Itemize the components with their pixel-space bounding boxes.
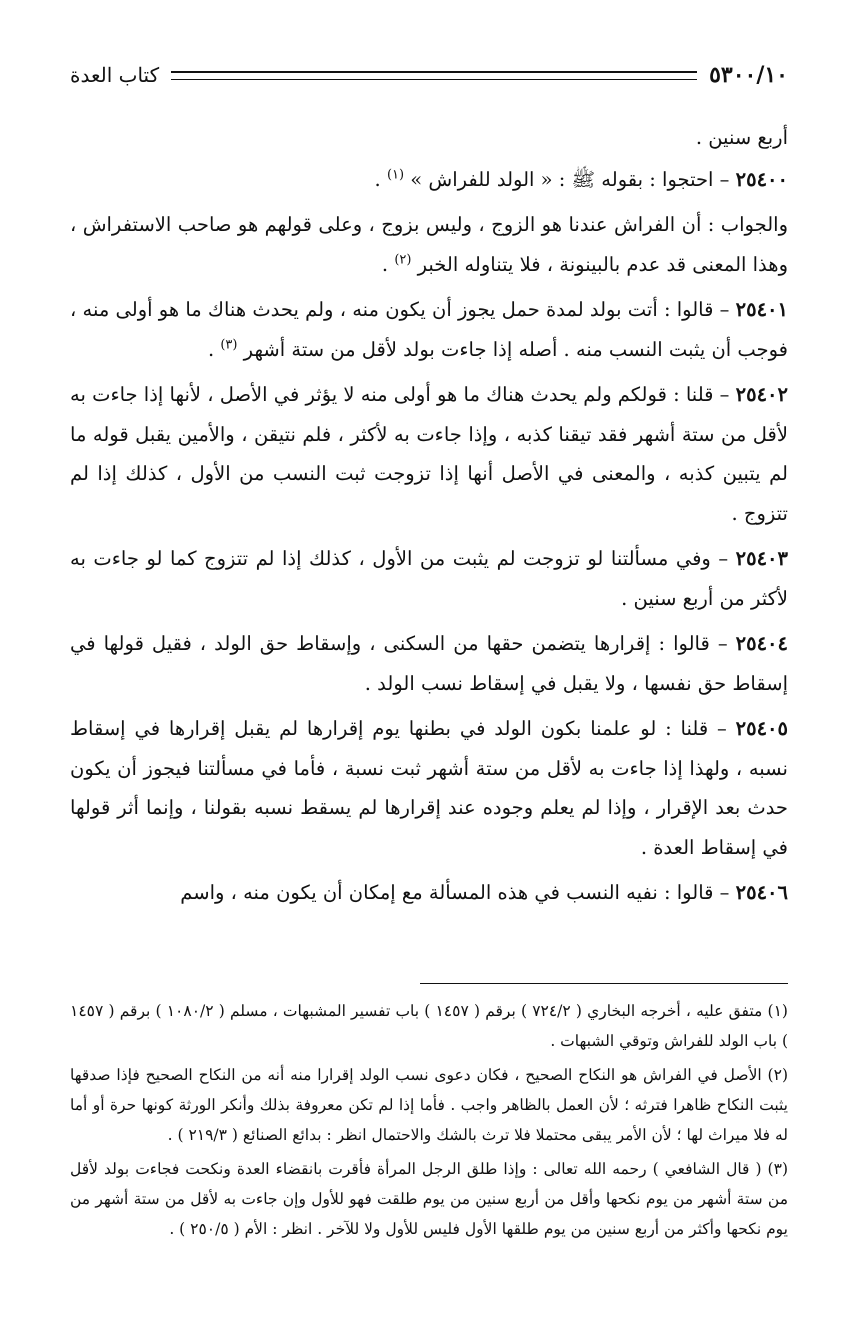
paragraph-text: أربع سنين . — [695, 126, 788, 149]
paragraph-text: – قلنا : لو علمنا بكون الولد في بطنها يوم إقرارها لم يقبل إقرارها في إسقاط نسبه ، ولهذا إذا جاءت به لأقل من ستة أشهر ثبت نسبة ، فأما في مسألتنا فيجوز أن يكون حدث بعد الإقرار ، وإذا لم يعلم وجوده عند إقرارها لم يسقط نسبه بقولنا ، وإنما أثر قولها في إسقاط العدة . — [70, 717, 788, 859]
paragraph-text: – قالوا : إقرارها يتضمن حقها من السكنى ، وإسقاط حق الولد ، فقيل قولها في إسقاط حق نفسها ، ولا يقبل في إسقاط نسب الولد . — [70, 632, 788, 695]
page-header — [70, 58, 788, 92]
footnote-ref: (٢) — [394, 252, 412, 267]
paragraph — [70, 205, 788, 284]
main-text — [70, 118, 788, 919]
paragraph — [70, 873, 788, 913]
footnotes — [70, 996, 788, 1248]
header-rule — [171, 71, 697, 80]
paragraph-text: – قالوا : نفيه النسب في هذه المسألة مع إمكان أن يكون منه ، واسم — [180, 881, 736, 904]
paragraph-end: . — [374, 167, 387, 191]
paragraph — [70, 624, 788, 703]
paragraph-number: ٢٥٤٠٦ — [735, 881, 788, 904]
footnote: (٢) الأصل في الفراش هو النكاح الصحيح ، فكان دعوى نسب الولد إقرارا منه أنه من النكاح الصحيح فإذا صدقها يثبت النكاح ظاهرا فترثه ؛ لأن العمل بالظاهر واجب . فأما إذا لم تكن معروفة بذلك وأنكر الورثة كونها حرة أو أما له فلا ميراث لها ؛ لأن الأمر يبقى محتملا فلا ترث بالشك والاحتمال انظر : بدائع الصنائع ( ٢١٩/٣ ) . — [70, 1066, 788, 1144]
footnote: (١) متفق عليه ، أخرجه البخاري ( ٧٢٤/٢ ) برقم ( ١٤٥٧ ) باب تفسير المشبهات ، مسلم ( ١٠٨٠/٢ ) برقم ( ١٤٥٧ ) باب الولد للفراش وتوقي الشبهات . — [70, 1002, 788, 1050]
paragraph-text: والجواب : أن الفراش عندنا هو الزوج ، وليس بزوج ، وعلى قولهم هو صاحب الاستفراش ، وهذا المعنى قد عدم بالبينونة ، فلا يتناوله الخبر — [70, 213, 788, 276]
paragraph-text: – احتجوا : بقوله ﷺ : « الولد للفراش » — [404, 167, 736, 191]
paragraph-text: – قلنا : قولكم ولم يحدث هناك ما هو أولى منه لا يؤثر في الأصل ، لأنها إذا جاءت به لأقل من ستة أشهر فقد تيقنا كذبه ، وإذا جاءت به لأكثر ، فلم نتيقن ، والأمين يقبل قوله ما لم يتبين كذبه ، والمعنى في الأصل أنها إذا تزوجت ثبت النسب من الأول ، كذلك إذا لم تتزوج . — [70, 383, 788, 525]
paragraph — [70, 539, 788, 618]
paragraph-number: ٢٥٤٠٥ — [735, 717, 788, 740]
paragraph — [70, 160, 788, 200]
paragraph-number: ٢٥٤٠٤ — [735, 632, 788, 655]
paragraph-number: ٢٥٤٠٣ — [735, 547, 788, 570]
book-title: كتاب العدة — [70, 63, 160, 87]
paragraph-end: . — [207, 337, 221, 361]
paragraph — [70, 290, 788, 369]
paragraph-end: . — [381, 252, 395, 276]
paragraph-number: ٢٥٤٠٠ — [735, 167, 788, 191]
footnote-divider — [420, 983, 788, 984]
footnote-ref: (٣) — [220, 337, 238, 352]
paragraph — [70, 709, 788, 867]
page-number: ٥٣٠٠/١٠ — [709, 62, 788, 88]
paragraph-number: ٢٥٤٠١ — [735, 298, 788, 321]
paragraph-number: ٢٥٤٠٢ — [735, 383, 788, 406]
paragraph — [70, 375, 788, 533]
paragraph — [70, 118, 788, 158]
paragraph-text: – قالوا : أتت بولد لمدة حمل يجوز أن يكون منه ، ولم يحدث هناك ما هو أولى منه ، فوجب أن يثبت النسب منه . أصله إذا جاءت بولد لأقل من ستة أشهر — [70, 298, 788, 361]
paragraph-text: – وفي مسألتنا لو تزوجت لم يثبت من الأول ، كذلك إذا لم تتزوج كما لو جاءت به لأكثر من أربع سنين . — [70, 547, 788, 610]
footnote: (٣) ( قال الشافعي ) رحمه الله تعالى : وإذا طلق الرجل المرأة فأقرت بانقضاء العدة ونكحت فجاءت بولد لأقل من ستة أشهر من يوم نكحها وأقل من أربع سنين من يوم طلقت فهو للأول وإن جاءت به لأقل من ستة أشهر من يوم نكحها وأكثر من أربع سنين من يوم طلقها الأول فليس للأول ولا للآخر . انظر : الأم ( ٢٥٠/٥ ) . — [70, 1160, 788, 1238]
footnote-ref: (١) — [386, 167, 405, 182]
